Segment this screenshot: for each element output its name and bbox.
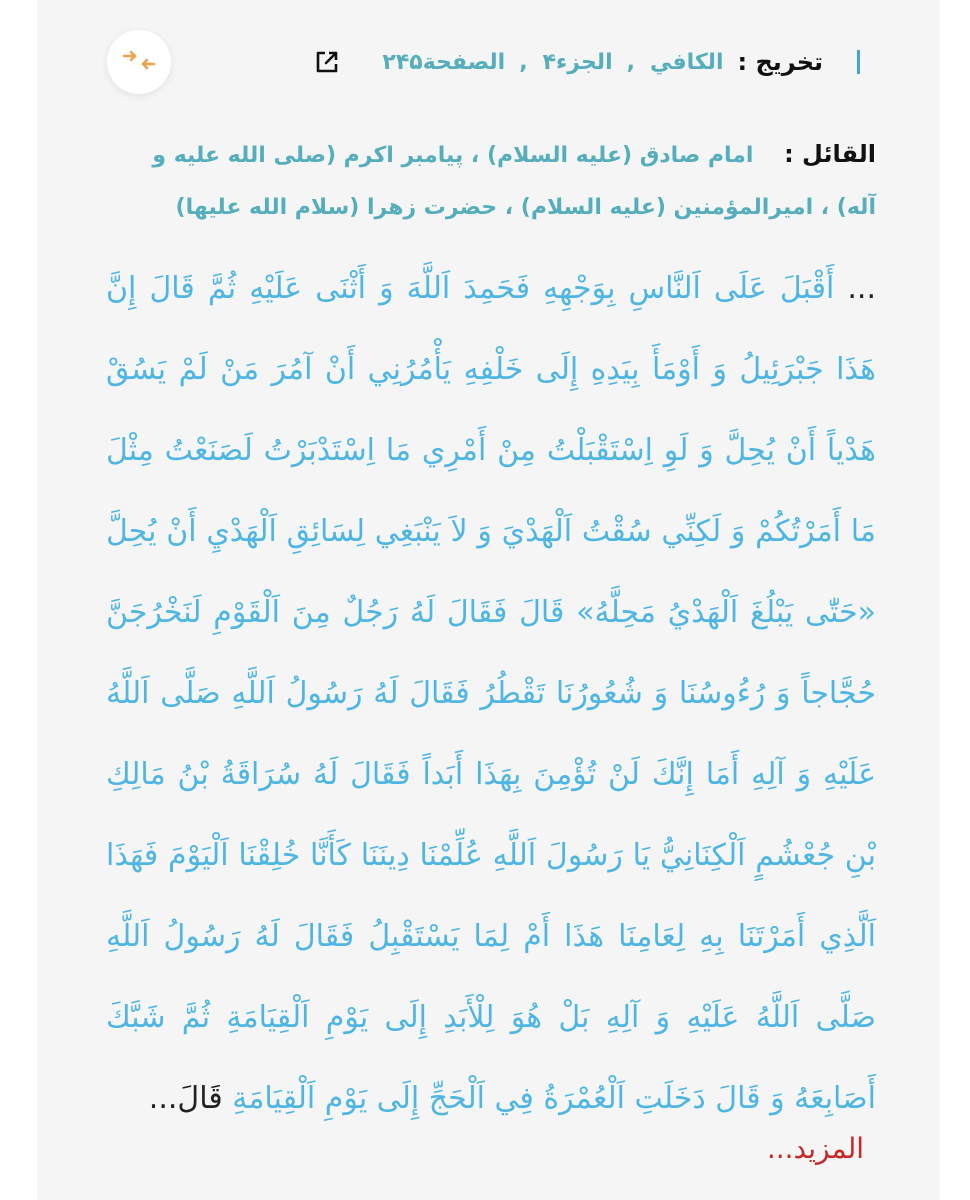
page-number[interactable]: الصفحة۲۴۵ <box>382 49 506 75</box>
source-book[interactable]: الكافي <box>649 49 724 75</box>
accent-bar <box>857 50 860 74</box>
hadith-leading-ellipsis: ... <box>834 271 876 306</box>
collapse-arrows-icon <box>122 50 156 74</box>
hadith-text <box>106 248 876 1139</box>
read-more-link[interactable]: المزيد... <box>766 1132 864 1165</box>
external-link-icon[interactable] <box>312 47 342 77</box>
hadith-body: أَقْبَلَ عَلَى اَلنَّاسِ بِوَجْهِهِ فَحَمِدَ اَللَّهَ وَ أَثْنَى عَلَيْهِ ثُمَّ قَالَ إِنَّ هَذَا جَبْرَئِيلُ وَ أَوْمَأَ بِيَدِهِ إِلَى خَلْفِهِ يَأْمُرُنِي أَنْ آمُرَ مَنْ لَمْ يَسُقْ هَدْياً أَنْ يُحِلَّ وَ لَوِ اِسْتَقْبَلْتُ مِنْ أَمْرِي مَا اِسْتَدْبَرْتُ لَصَنَعْتُ مِثْلَ مَا أَمَرْتُكُمْ وَ لَكِنِّي سُقْتُ اَلْهَدْيَ وَ لاَ يَنْبَغِي لِسَائِقِ اَلْهَدْيِ أَنْ يُحِلَّ «حَتّٰى يَبْلُغَ اَلْهَدْيُ مَحِلَّهُ» قَالَ فَقَالَ لَهُ رَجُلٌ مِنَ اَلْقَوْمِ لَنَخْرُجَنَّ حُجَّاجاً وَ رُءُوسُنَا وَ شُعُورُنَا تَقْطُرُ فَقَالَ لَهُ رَسُولُ اَللَّهِ صَلَّى اَللَّهُ عَلَيْهِ وَ آلِهِ أَمَا إِنَّكَ لَنْ تُؤْمِنَ بِهَذَا أَبَداً فَقَالَ لَهُ سُرَاقَةُ بْنُ مَالِكِ بْنِ جُعْشُمٍ اَلْكِنَانِيُّ يَا رَسُولَ اَللَّهِ عُلِّمْنَا دِينَنَا كَأَنَّا خُلِقْنَا اَلْيَوْمَ فَهَذَا اَلَّذِي أَمَرْتَنَا بِهِ لِعَامِنَا هَذَا أَمْ لِمَا يَسْتَقْبِلُ فَقَالَ لَهُ رَسُولُ اَللَّهِ صَلَّى اَللَّهُ عَلَيْهِ وَ آلِهِ بَلْ هُوَ لِلْأَبَدِ إِلَى يَوْمِ اَلْقِيَامَةِ ثُمَّ شَبَّكَ أَصَابِعَهُ وَ قَالَ دَخَلَتِ اَلْعُمْرَةُ فِي اَلْحَجِّ إِلَى يَوْمِ اَلْقِيَامَةِ <box>106 271 876 1116</box>
speakers-section <box>106 128 876 234</box>
separator: , <box>519 49 529 75</box>
speakers-label: القائل : <box>784 140 876 168</box>
hadith-card <box>37 0 940 1200</box>
collapse-button[interactable] <box>107 30 171 94</box>
speakers-list[interactable]: امام صادق (علیه السلام) ، پیامبر اکرم (صلی الله علیه و آله) ، امیرالمؤمنین (علیه السلام) ، حضرت زهرا (سلام الله علیها) <box>152 143 876 220</box>
takhrij-row <box>312 42 860 82</box>
separator: , <box>626 49 636 75</box>
hadith-trailing: قَالَ... <box>148 1081 233 1116</box>
takhrij-label: تخريج : <box>737 48 823 76</box>
volume-number[interactable]: الجزء۴ <box>542 49 613 75</box>
